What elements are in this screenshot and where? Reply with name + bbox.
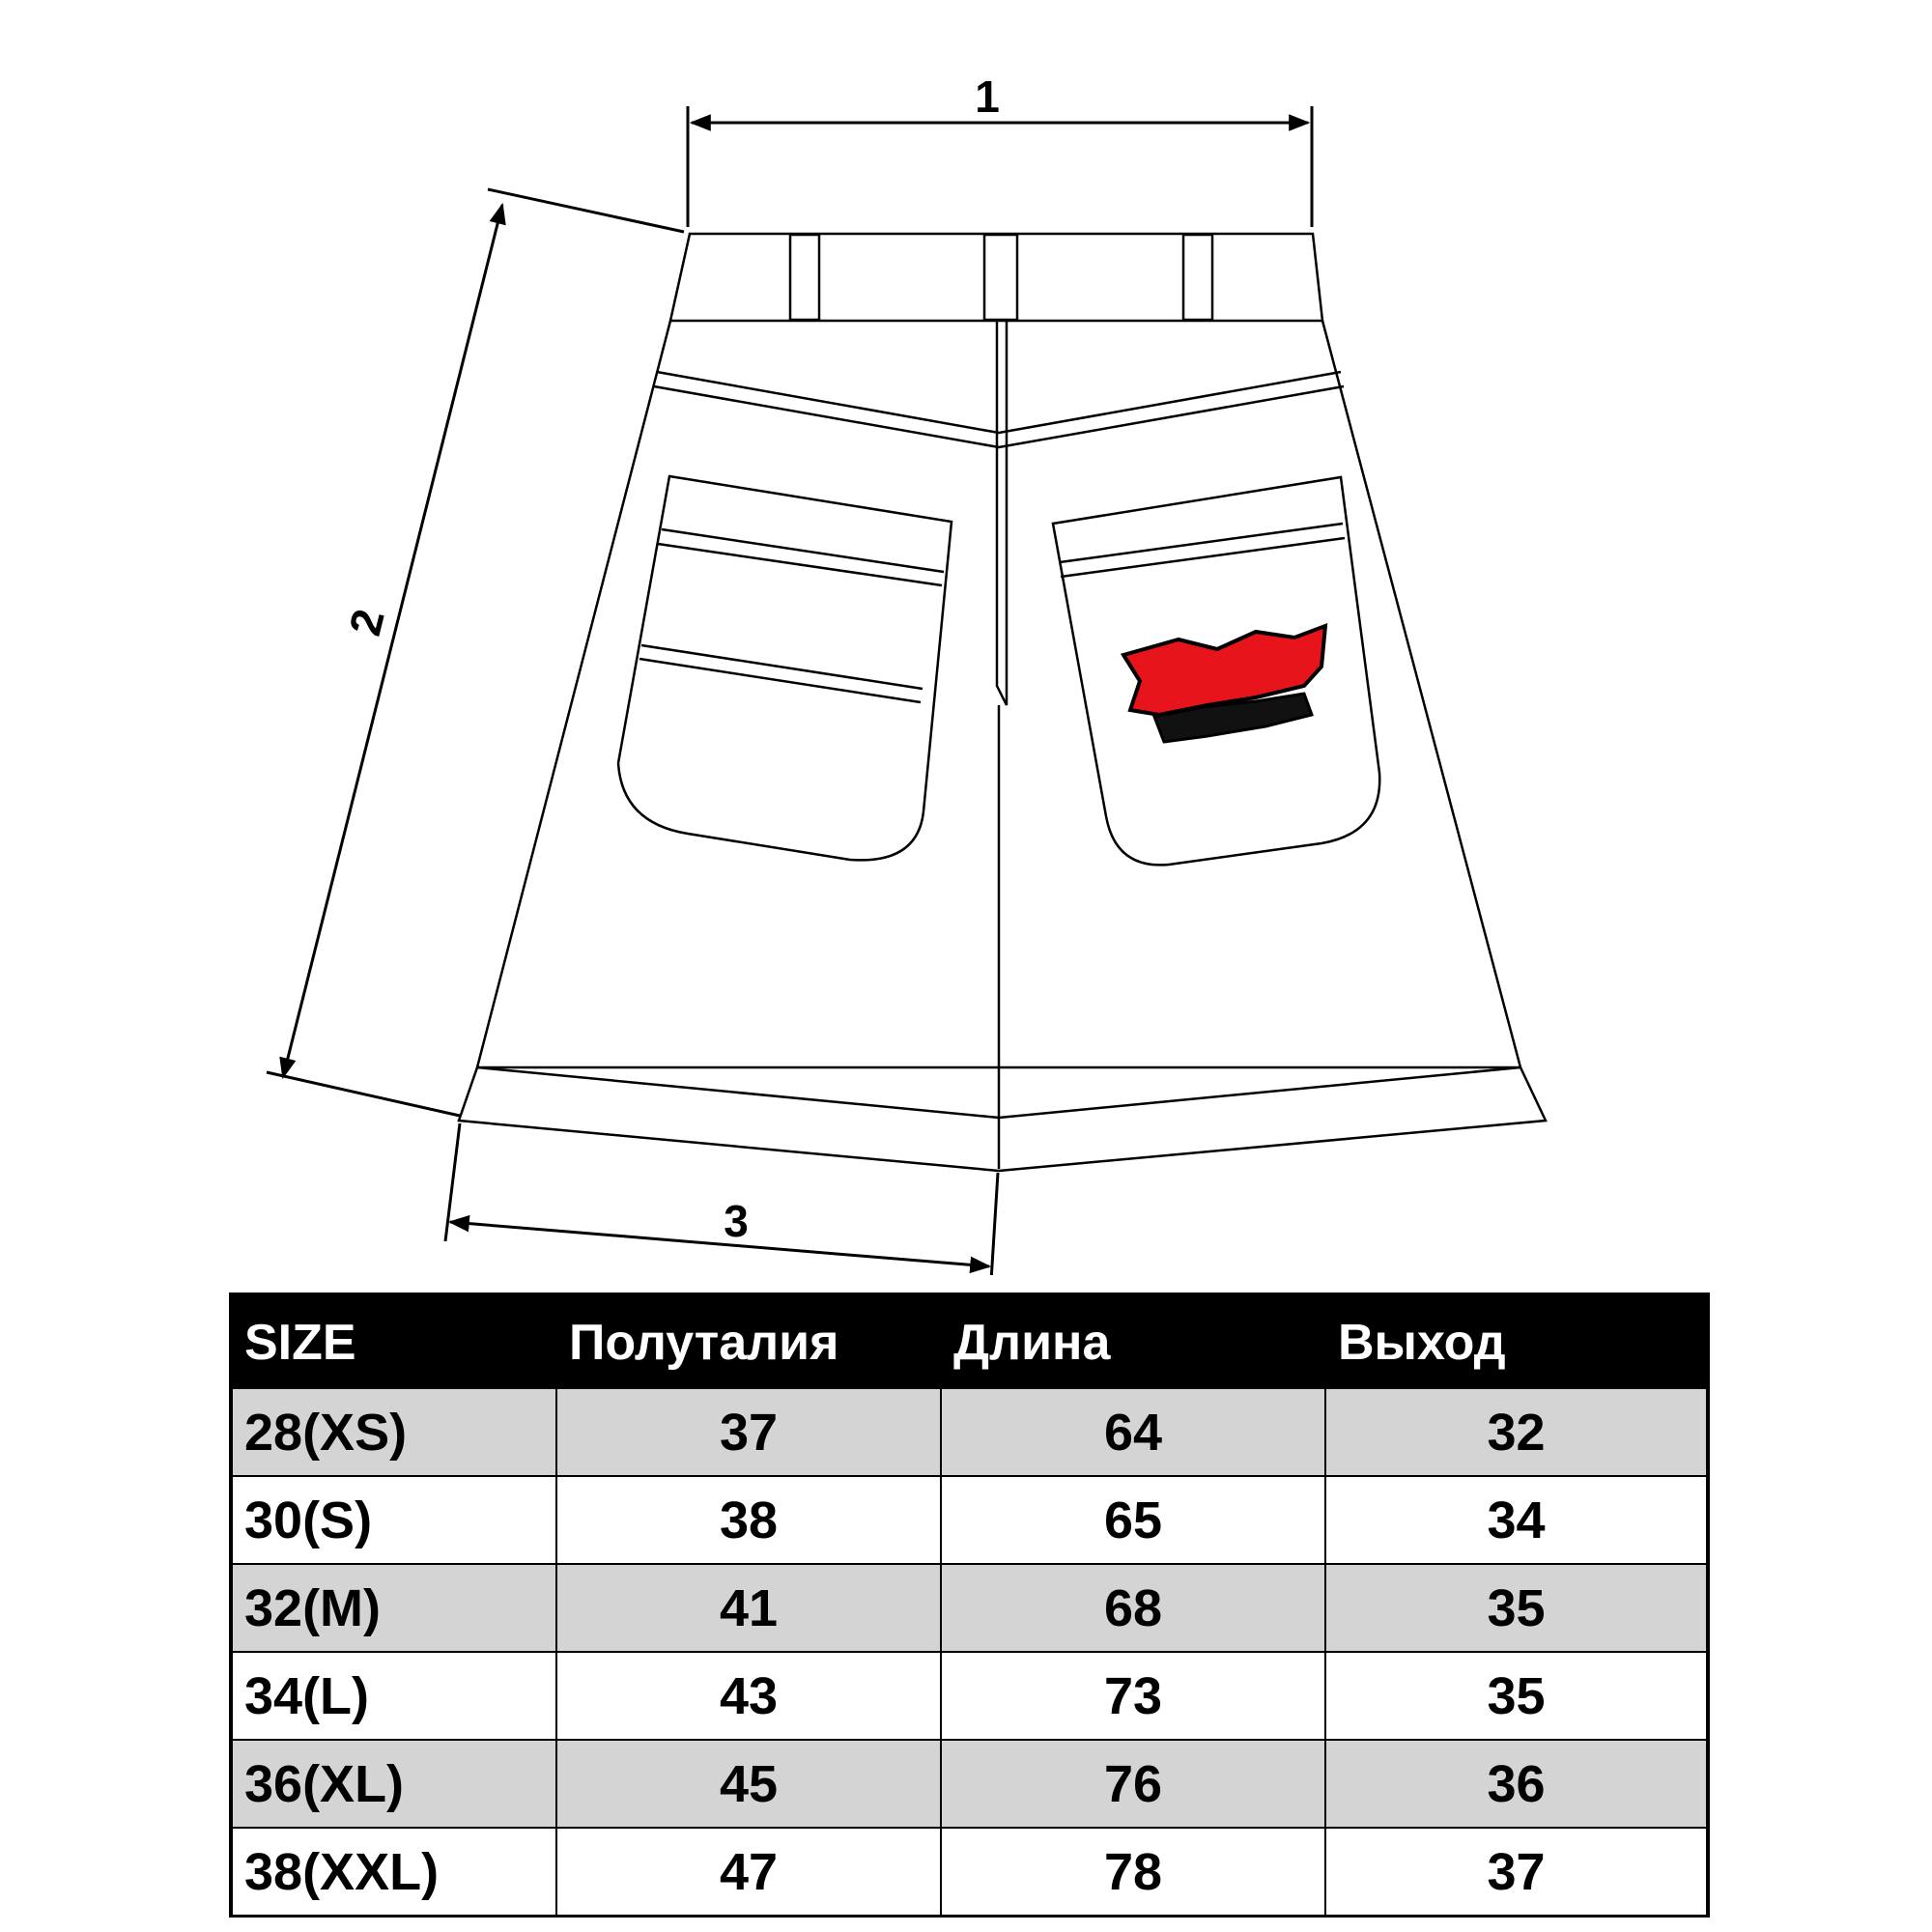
cell-length: 68 — [942, 1565, 1326, 1653]
cell-opening: 32 — [1326, 1389, 1706, 1477]
cell-length: 78 — [942, 1829, 1326, 1917]
dimension-label-1: 1 — [975, 71, 1000, 122]
size-chart-table — [229, 1293, 1710, 1918]
cell-opening: 37 — [1326, 1829, 1706, 1917]
cell-size: 32(M) — [233, 1565, 557, 1653]
cell-length: 64 — [942, 1389, 1326, 1477]
dimension-label-3: 3 — [724, 1196, 749, 1246]
cell-opening: 35 — [1326, 1565, 1706, 1653]
spm-wear-logo — [1123, 626, 1325, 742]
cell-size: 28(XS) — [233, 1389, 557, 1477]
cell-size: 38(XXL) — [233, 1829, 557, 1917]
cell-opening: 34 — [1326, 1477, 1706, 1565]
header-opening: Выход — [1326, 1296, 1706, 1389]
cell-half-waist: 47 — [557, 1829, 942, 1917]
dimension-waist — [688, 106, 1312, 227]
header-size: SIZE — [233, 1296, 557, 1389]
cell-length: 76 — [942, 1741, 1326, 1829]
cell-size: 30(S) — [233, 1477, 557, 1565]
dimension-length — [267, 189, 684, 1116]
cell-opening: 36 — [1326, 1741, 1706, 1829]
cell-half-waist: 37 — [557, 1389, 942, 1477]
dimension-label-2: 2 — [339, 604, 394, 640]
cell-opening: 35 — [1326, 1653, 1706, 1741]
cell-half-waist: 41 — [557, 1565, 942, 1653]
shorts-outline — [459, 234, 1546, 1171]
header-half-waist: Полуталия — [557, 1296, 942, 1389]
cell-half-waist: 43 — [557, 1653, 942, 1741]
cell-size: 34(L) — [233, 1653, 557, 1741]
cell-length: 73 — [942, 1653, 1326, 1741]
header-length: Длина — [942, 1296, 1326, 1389]
cell-size: 36(XL) — [233, 1741, 557, 1829]
cell-length: 65 — [942, 1477, 1326, 1565]
cell-half-waist: 45 — [557, 1741, 942, 1829]
cell-half-waist: 38 — [557, 1477, 942, 1565]
